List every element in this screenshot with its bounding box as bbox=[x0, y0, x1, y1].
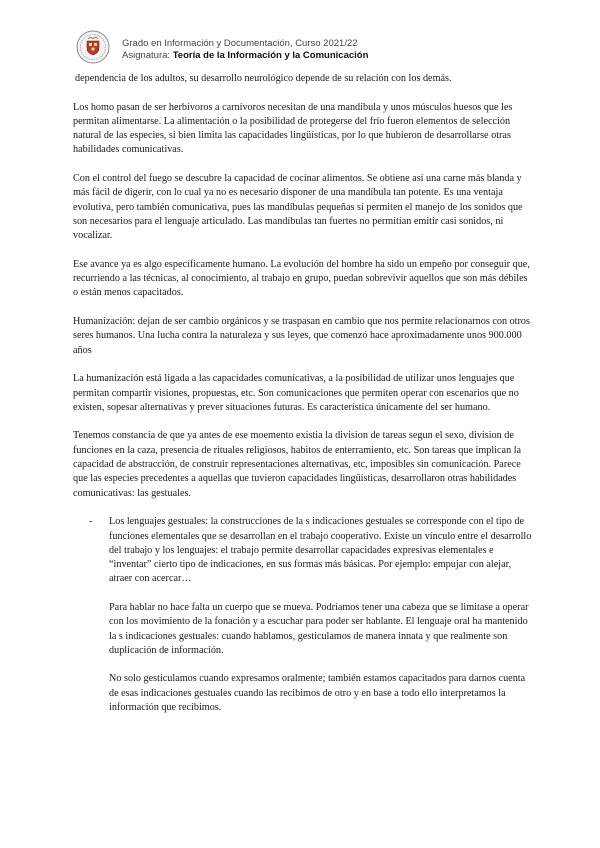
page-header bbox=[76, 30, 536, 70]
indented-paragraph: Para hablar no hace falta un cuerpo que se mueva. Podríamos tener una cabeza que se limitase a operar con los movimiento de la fonación y a escuchar para poder ser hablante. El lenguaje oral ha mantenido la s indicaciones gestuales: cuando hablamos, gesticulamos de manera innata y que realmente son duplicación de información. bbox=[109, 601, 529, 656]
subject-line bbox=[122, 50, 368, 62]
indented-paragraph: No solo gesticulamos cuando expresamos oralmente; también estamos capacitados para darnos cuenta de esas indicaciones gestuales cuando las recibimos de otro y en base a todo ello interpretamos la información que recibimos. bbox=[109, 673, 526, 714]
bullet-item bbox=[73, 515, 535, 586]
degree-course-line: Grado en Información y Documentación, Curso 2021/22 bbox=[122, 38, 358, 49]
subject-title: Teoría de la Información y la Comunicación bbox=[172, 50, 369, 61]
document-body bbox=[73, 72, 535, 730]
paragraph: Los homo pasan de ser herbívoros a carnívoros necesitan de una mandíbula y unos músculos huesos que les permitan alimentarse. La alimentación o la posibilidad de protegerse del frío fueron elementos de selección natural de las especies, si bien limita las capacidades lingüísticas, por lo que hubieron de desarrollarse otras habilidades comunicativas. bbox=[73, 101, 513, 156]
university-seal-icon bbox=[76, 30, 110, 64]
paragraph: Con el control del fuego se descubre la capacidad de cocinar alimentos. Se obtiene así una carne más blanda y más fácil de digerir, con lo cual ya no es necesario disponer de una mandíbula tan potente. Es una ventaja evolutiva, pero también comunicativa, pues las mandíbulas pequeñas sí permiten el manejo de los sonidos que son necesarios para el lenguaje articulado. Las mandíbulas tan fuertes no permitían emitir casi sonidos, ni vocalizar. bbox=[73, 173, 523, 242]
bullet-text: Los lenguajes gestuales: la construcciones de la s indicaciones gestuales se corresponde con el tipo de funciones elementales que se desarrollan en el trabajo cooperativo. Existe un vínculo entre el desarrollo del trabajo y los lenguajes: el trabajo permite desarrollar capacidades expresivas elementales e “inventar” cierto tipo de indicaciones, en sus formas más básicas. Por ejemplo: empujar con alejar, atraer con acercar… bbox=[109, 516, 532, 585]
bullet-dash: - bbox=[89, 516, 93, 528]
paragraph: La humanización está ligada a las capacidades comunicativas, a la posibilidad de utilizar unos lenguajes que permitan compartir visiones, propuestas, etc. Son comunicaciones que permiten operar con escenarios que no existen, sopesar alternativas y prever situaciones futuras. Es característica únicamente del ser humano. bbox=[73, 373, 519, 413]
paragraph: Ese avance ya es algo específicamente humano. La evolución del hombre ha sido un empeño por conseguir que, recurriendo a las técnicas, al conocimiento, al trabajo en grupo, puedan sobrevivir aquellos que son más débiles o están menos capacitados. bbox=[73, 258, 530, 299]
paragraph-continuation: dependencia de los adultos, su desarrollo neurológico depende de su relación con los demás. bbox=[75, 73, 452, 84]
subject-label: Asignatura: bbox=[122, 50, 173, 61]
paragraph: Humanización: dejan de ser cambio orgánicos y se traspasan en cambio que nos permite relacionarnos con otros seres humanos. Una lucha contra la naturaleza y sus leyes, que comenzó hace aproximadamente unos 900.000 años bbox=[73, 316, 530, 356]
paragraph: Tenemos constancia de que ya antes de ese moemento existia la division de tareas segun el sexo, division de funciones en la caza, presencia de rituales religiosos, habitos de enterramiento, etc. Son tareas que implican la capacidad de abstracción, de construir representaciones alternativas, etc, imposibles sin comunicación. Parece que las especies precedentes a aquellas que tuvieron capacidades lingüísticas, desarrollaron otras habilidades comunicativas: las gestuales. bbox=[73, 430, 522, 499]
